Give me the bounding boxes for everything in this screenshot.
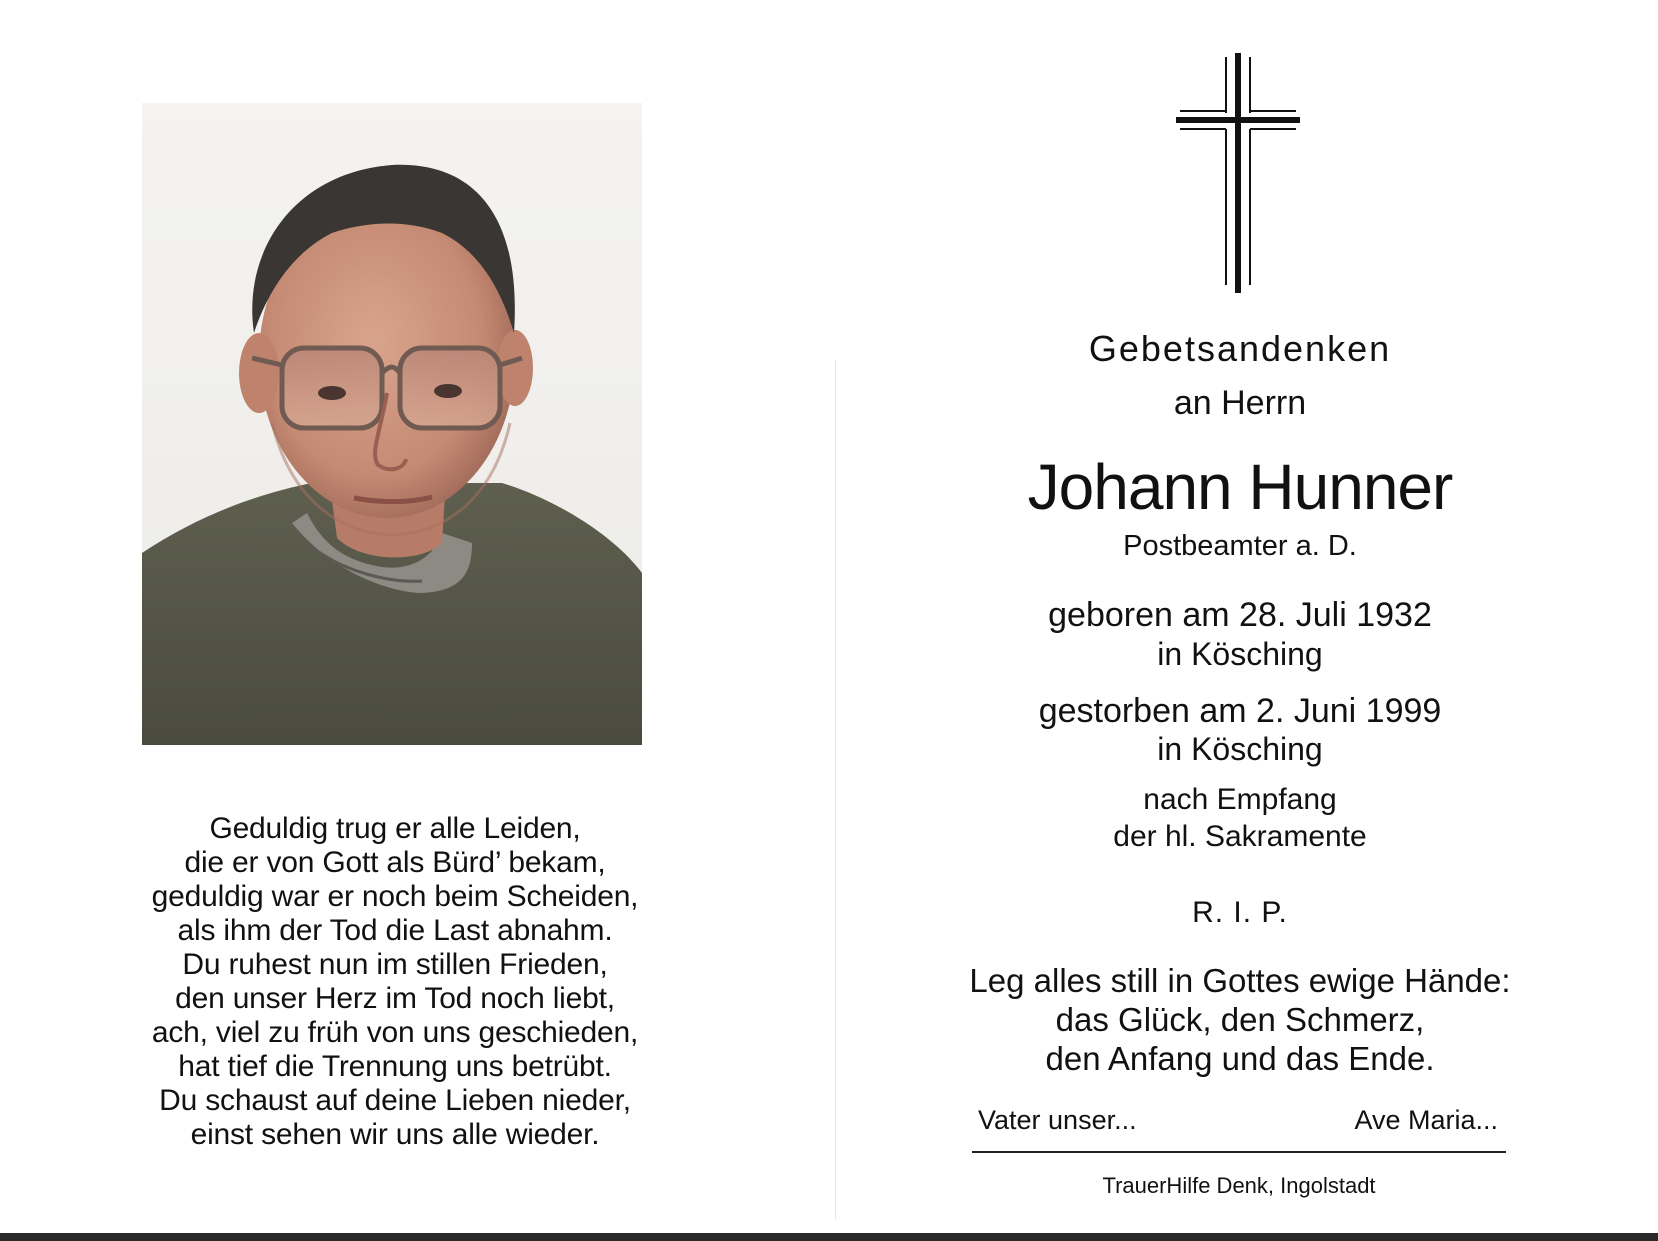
salutation: an Herrn: [1173, 384, 1307, 422]
scan-bottom-edge: [0, 1233, 1658, 1241]
birth-place: in Kösching: [1157, 636, 1323, 672]
poem-line: ach, viel zu früh von uns geschieden,: [151, 1016, 639, 1049]
poem-line: den unser Herz im Tod noch liebt,: [175, 982, 615, 1015]
poem-line: einst sehen wir uns alle wieder.: [190, 1118, 600, 1151]
publisher-credit: TrauerHilfe Denk, Ingolstadt: [1102, 1173, 1376, 1198]
poem-line: die er von Gott als Bürd’ bekam,: [184, 846, 606, 879]
verse-line: den Anfang und das Ende.: [1045, 1040, 1435, 1077]
death-place: in Kösching: [1157, 731, 1323, 767]
deceased-name: Johann Hunner: [1027, 451, 1453, 523]
rip-text: R. I. P.: [1192, 896, 1288, 929]
memorial-poem: [90, 812, 700, 1152]
sacraments-line-2: der hl. Sakramente: [1113, 820, 1367, 853]
sacraments-line-1: nach Empfang: [1143, 783, 1337, 816]
birth-date: geboren am 28. Juli 1932: [1048, 596, 1432, 634]
verse-line: das Glück, den Schmerz,: [1055, 1001, 1425, 1038]
poem-line: geduldig war er noch beim Scheiden,: [151, 880, 639, 913]
poem-line: Du schaust auf deine Lieben nieder,: [159, 1084, 631, 1117]
death-date: gestorben am 2. Juni 1999: [1038, 692, 1442, 730]
memorial-heading: Gebetsandenken: [1088, 328, 1392, 369]
poem-line: hat tief die Trennung uns betrübt.: [178, 1050, 612, 1083]
cross-icon: [1176, 53, 1300, 293]
prayer-row: [972, 1105, 1506, 1153]
portrait-photo: [142, 103, 642, 745]
prayer-our-father: Vater unser...: [978, 1105, 1137, 1135]
card-fold-line: [835, 360, 836, 1220]
poem-line: Geduldig trug er alle Leiden,: [209, 812, 581, 845]
poem-line: als ihm der Tod die Last abnahm.: [177, 914, 613, 947]
poem-line: Du ruhest nun im stillen Frieden,: [182, 948, 608, 981]
verse-line: Leg alles still in Gottes ewige Hände:: [969, 962, 1511, 999]
prayer-hail-mary: Ave Maria...: [1354, 1105, 1498, 1135]
deceased-title: Postbeamter a. D.: [1123, 530, 1357, 562]
